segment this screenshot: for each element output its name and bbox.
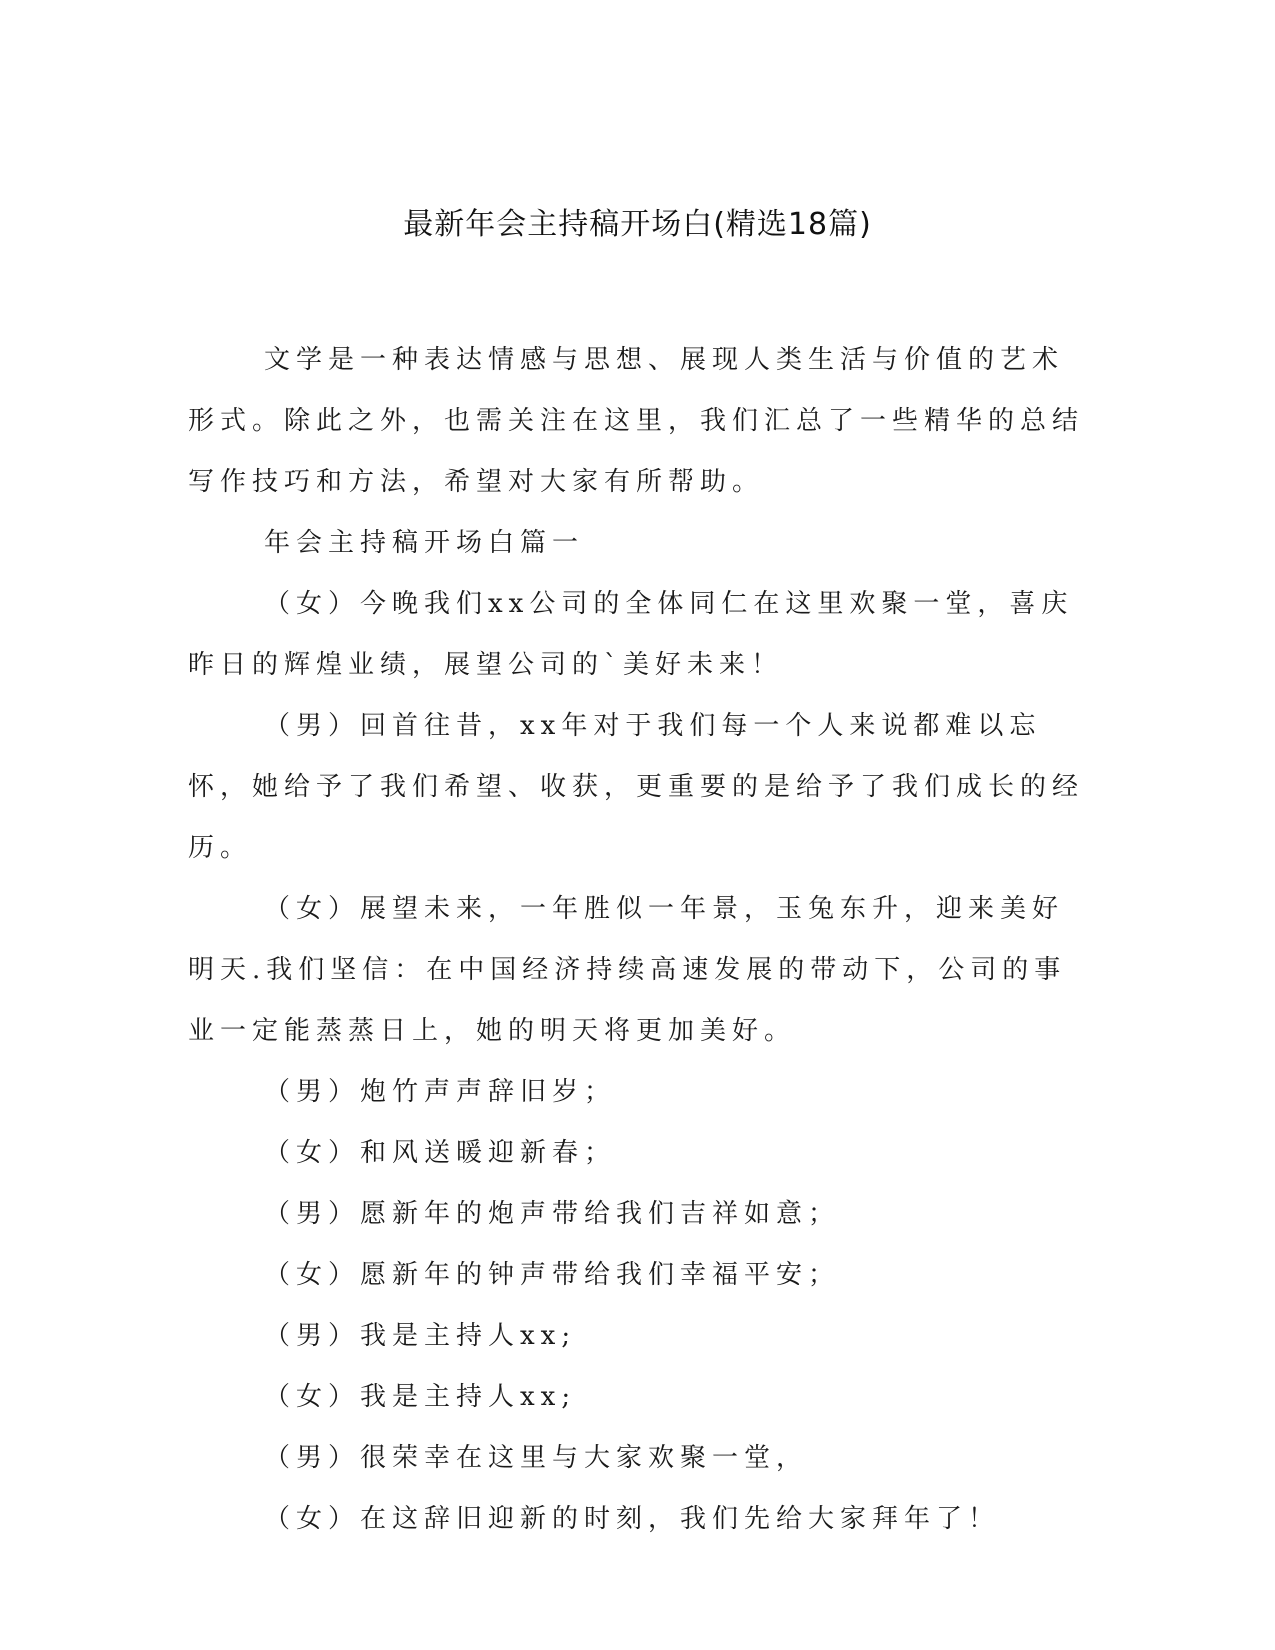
paragraph: （女）和风送暖迎新春； (264, 1138, 617, 1168)
paragraph-intro: 文学是一种表达情感与思想、展现人类生活与价值的艺术形式。除此之外，也需关注在这里，我们汇总了一些精华的总结写作技巧和方法，希望对大家有所帮助。 (188, 345, 1085, 497)
paragraph: （女）展望未来，一年胜似一年景，玉兔东升，迎来美好明天.我们坚信：在中国经济持续高速发展的带动下，公司的事业一定能蒸蒸日上，她的明天将更加美好。 (188, 894, 1067, 1046)
paragraph: （男）回首往昔，xx年对于我们每一个人来说都难以忘怀，她给予了我们希望、收获，更重要的是给予了我们成长的经历。 (188, 711, 1085, 863)
section-heading: 年会主持稿开场白篇一 (264, 528, 585, 558)
paragraph: （女）我是主持人xx; (264, 1382, 577, 1412)
paragraph: （女）在这辞旧迎新的时刻，我们先给大家拜年了！ (264, 1504, 1001, 1534)
paragraph: （男）我是主持人xx; (264, 1321, 577, 1351)
document-body (188, 330, 1088, 1550)
paragraph: （男）愿新年的炮声带给我们吉祥如意； (264, 1199, 841, 1229)
paragraph: （男）很荣幸在这里与大家欢聚一堂， (264, 1443, 809, 1473)
document-title: 最新年会主持稿开场白(精选18篇) (403, 207, 872, 242)
paragraph: （男）炮竹声声辞旧岁； (264, 1077, 617, 1107)
paragraph: （女）愿新年的钟声带给我们幸福平安； (264, 1260, 841, 1290)
paragraph: （女）今晚我们xx公司的全体同仁在这里欢聚一堂，喜庆昨日的辉煌业绩，展望公司的`美好未来！ (188, 589, 1074, 680)
